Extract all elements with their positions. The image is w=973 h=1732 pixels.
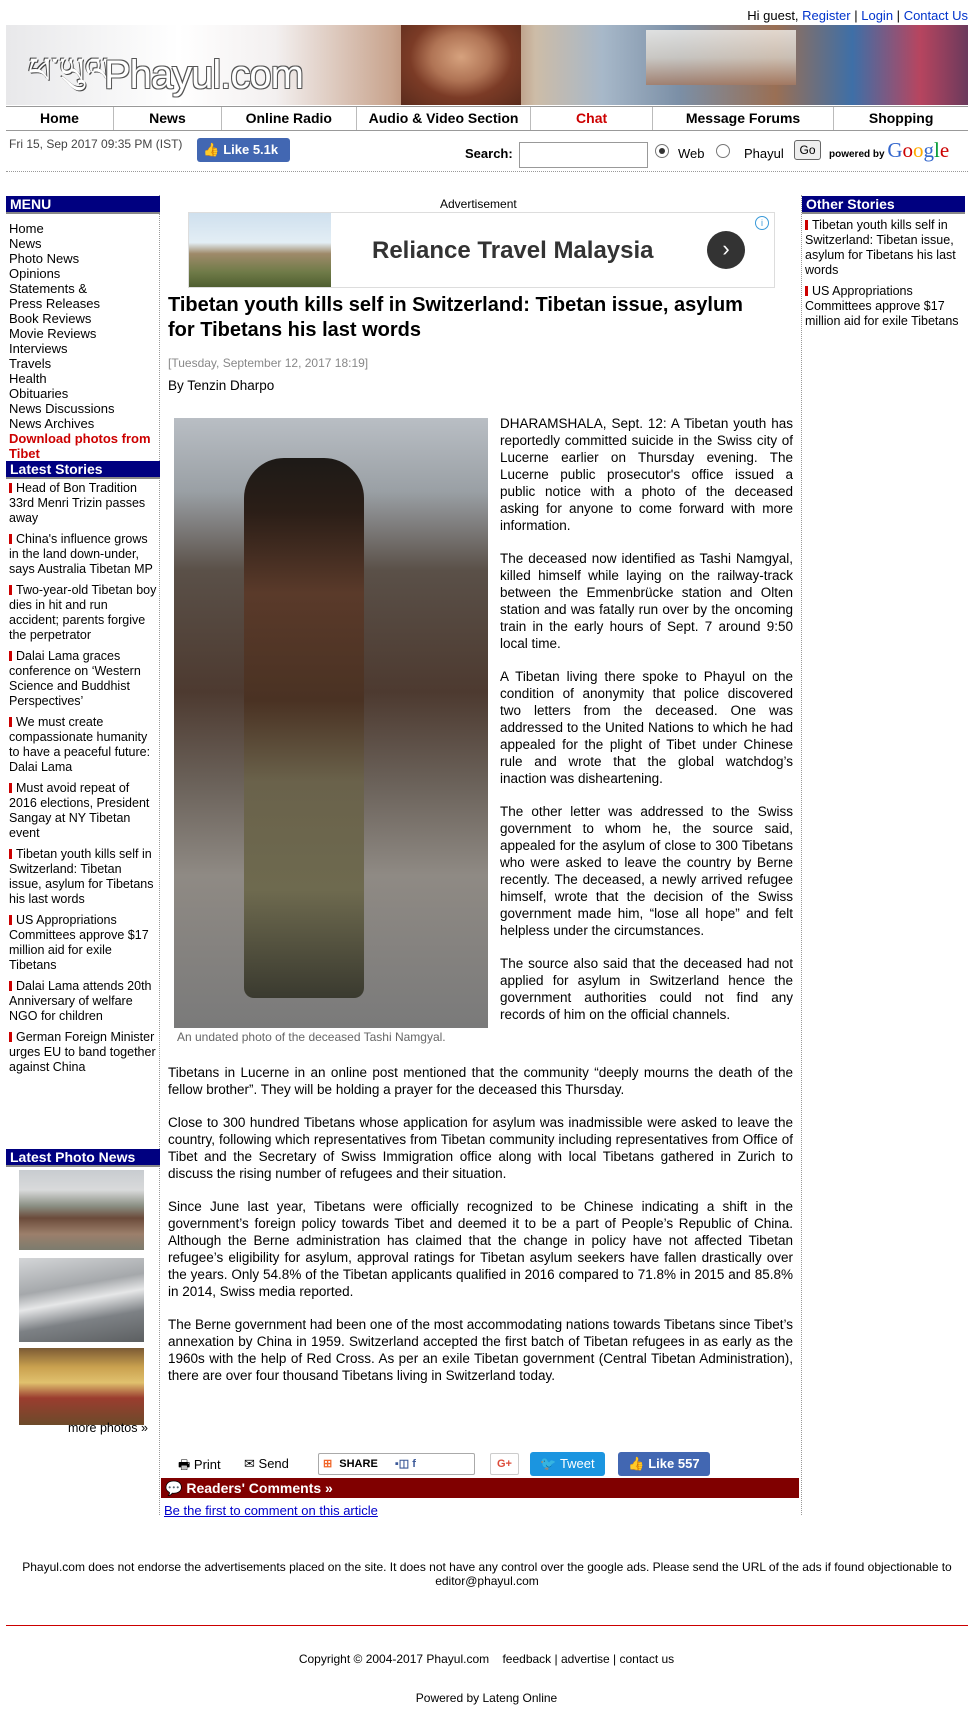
- google-plus-button[interactable]: G+: [490, 1453, 519, 1475]
- article-paragraph: Since June last year, Tibetans were officially recognized to be Chinese indicating a shift in the government’s foreign policy towards Tibet and deemed it to be a part of People’s Republic of China. Although the Berne administration has claimed that the change in policy have not affected Tibetan refugee’s eligibility for asylum, approval ratings for Tibetan asylum seekers have fallen drastically over the years. Only 54.8% of the Tibetan applicants qualified in 2016 compared to 71.8% in 2015 and 85.8% in 2014, Swiss media reported.: [168, 1199, 793, 1299]
- article-dateline: [Tuesday, September 12, 2017 18:19]: [168, 356, 369, 370]
- other-stories-list: [805, 218, 963, 335]
- like-label: Like: [648, 1456, 675, 1471]
- current-date: Fri 15, Sep 2017 09:35 PM (IST): [9, 137, 183, 151]
- tibetan-logo: ཕ་ཡུལ: [28, 51, 111, 92]
- google-logo: Google: [887, 138, 950, 162]
- user-links: [747, 8, 968, 23]
- ad-image: [189, 213, 331, 287]
- comment-bubble-icon: 💬: [165, 1480, 183, 1496]
- right-column-divider: [801, 195, 802, 1515]
- article-paragraph: The source also said that the deceased had not applied for asylum in Switzerland hence the government authorities could not find any records of him on the official channels.: [500, 956, 793, 1022]
- menu-item-statements[interactable]: Statements &: [9, 281, 88, 296]
- banner-photo-dalai-lama: [401, 25, 521, 105]
- tweet-label: Tweet: [559, 1456, 595, 1471]
- tweet-button[interactable]: [530, 1452, 605, 1476]
- latest-story-link[interactable]: Dalai Lama graces conference on ‘Western Science and Buddhist Perspectives’: [9, 649, 157, 709]
- main-nav: [6, 106, 968, 131]
- contact-us-link[interactable]: contact us: [619, 1652, 675, 1666]
- share-label: SHARE: [339, 1458, 378, 1470]
- share-toolbar: [178, 1452, 718, 1478]
- nav-online-radio[interactable]: Online Radio: [222, 107, 357, 130]
- search-label: Search:: [465, 146, 513, 161]
- other-stories-heading: Other Stories: [802, 196, 965, 214]
- send-button[interactable]: [244, 1456, 289, 1472]
- advertisement-label: Advertisement: [440, 197, 517, 211]
- advertise-link[interactable]: advertise: [560, 1652, 610, 1666]
- site-banner[interactable]: [6, 25, 968, 105]
- radio-web-label: Web: [678, 146, 705, 161]
- menu-item-download-photos[interactable]: Download photos from Tibet: [9, 431, 151, 461]
- greeting-text: Hi guest,: [747, 8, 799, 23]
- feedback-link[interactable]: feedback: [502, 1652, 552, 1666]
- radio-web[interactable]: [655, 144, 669, 158]
- print-button[interactable]: [178, 1456, 221, 1478]
- article-byline: By Tenzin Dharpo: [168, 378, 275, 393]
- plus-icon: ⊞: [323, 1458, 333, 1470]
- thumbs-up-icon: 👍: [628, 1456, 645, 1471]
- article-paragraph: Tibetans in Lucerne in an online post mentioned that the community “deeply mourns the death of the fellow brother”. They will be holding a prayer for the deceased this Thursday.: [168, 1065, 793, 1097]
- advertisement-banner[interactable]: [188, 212, 775, 288]
- readers-comments-title[interactable]: Readers' Comments »: [186, 1480, 333, 1496]
- article-body-full: [168, 1064, 793, 1400]
- first-comment-link[interactable]: Be the first to comment on this article: [164, 1503, 378, 1518]
- latest-story-link[interactable]: Must avoid repeat of 2016 elections, President Sangay at NY Tibetan event: [9, 781, 157, 841]
- latest-story-link[interactable]: We must create compassionate humanity to have a peaceful future: Dalai Lama: [9, 715, 157, 775]
- menu-item-interviews[interactable]: Interviews: [9, 341, 68, 356]
- latest-story-link[interactable]: China's influence grows in the land down-under, says Australia Tibetan MP: [9, 532, 157, 577]
- left-column-divider: [159, 195, 160, 1515]
- latest-story-link[interactable]: Dalai Lama attends 20th Anniversary of welfare NGO for children: [9, 979, 157, 1024]
- send-label: Send: [258, 1456, 289, 1471]
- menu-item-book-reviews[interactable]: Book Reviews: [9, 311, 92, 326]
- banner-photo-potala: [646, 30, 796, 85]
- printer-icon: 🖶: [178, 1457, 191, 1472]
- article-paragraph: The deceased now identified as Tashi Namgyal, killed himself while laying on the railway-track between the Emmenbrücke station and Olten station and was fatally run over by the oncoming train in the early hours of Sept. 7 around 9:50 local time.: [500, 551, 793, 651]
- ads-disclaimer: Phayul.com does not endorse the advertisements placed on the site. It does not have any control over the google ads. Please send the URL of the ads if found objectionable to editor@phayul.com: [22, 1560, 952, 1588]
- social-icons: ▪◫ f: [394, 1458, 416, 1470]
- nav-news[interactable]: News: [114, 107, 222, 130]
- photo-news-heading: Latest Photo News: [6, 1149, 160, 1167]
- print-label: Print: [193, 1457, 221, 1472]
- menu-item-news-discussions[interactable]: News Discussions: [9, 401, 115, 416]
- like-count: 557: [677, 1456, 700, 1471]
- nav-shopping[interactable]: Shopping: [868, 110, 934, 126]
- menu-item-travels[interactable]: Travels: [9, 356, 52, 371]
- separator: |: [854, 8, 858, 23]
- ad-info-icon[interactable]: i: [755, 216, 769, 230]
- nav-message-forums[interactable]: Message Forums: [653, 107, 835, 130]
- footer-divider: [6, 1625, 968, 1626]
- article-photo: [174, 418, 488, 1028]
- menu-item-health[interactable]: Health: [9, 371, 47, 386]
- article-paragraph: The Berne government had been one of the most accommodating nations towards Tibetans since Tibet’s annexation by China in 1959. Switzerland accepted the first batch of Tibetan refugees in as early as the 1960s with the help of Red Cross. As per an exile Tibetan government (Central Tibetan Administration), there are over four thousand Tibetans living in Switzerland today.: [168, 1317, 793, 1383]
- latest-stories-heading: Latest Stories: [6, 461, 160, 479]
- photo-news-thumbnail[interactable]: [19, 1258, 144, 1342]
- article-paragraph: A Tibetan living there spoke to Phayul on the condition of anonymity that police discovered two letters from the deceased. One was addressed to the United Nations to which he had appealed for the plight of Tibet under Chinese rule and wrote that the global watchdog’s inaction was disheartening.: [500, 669, 793, 786]
- latest-stories-list: [9, 481, 157, 1081]
- powered-by-text: powered by: [829, 149, 885, 160]
- article-paragraph: DHARAMSHALA, Sept. 12: A Tibetan youth has reportedly committed suicide in the Swiss city of Lucerne earlier on Thursday evening. The Lucerne public prosecutor's office issued a public notice with a photo of the deceased asking for anyone to come forward with more information.: [500, 416, 793, 533]
- ad-title[interactable]: Reliance Travel Malaysia: [372, 237, 654, 264]
- article-photo-subject: [244, 458, 364, 998]
- powered-by-google: [829, 138, 949, 163]
- photo-caption: An undated photo of the deceased Tashi Namgyal.: [177, 1030, 446, 1044]
- nav-audio-video[interactable]: Audio & Video Section: [357, 107, 532, 130]
- envelope-icon: ✉: [244, 1456, 255, 1471]
- menu-item-news[interactable]: News: [9, 236, 42, 251]
- menu-item-home[interactable]: Home: [9, 221, 44, 236]
- search-go-button[interactable]: Go: [794, 140, 821, 160]
- nav-chat[interactable]: Chat: [531, 107, 652, 130]
- readers-comments-header: [161, 1478, 799, 1498]
- article-paragraph: Close to 300 hundred Tibetans whose application for asylum was inadmissible were asked to leave the country, following which representatives from Tibetan community including representatives from Office of Tibet and the Secretary of Swiss Immigration office along with local Tibetans gathered in Zurich to discuss the rising number of refugees and their situation.: [168, 1115, 793, 1181]
- radio-phayul[interactable]: [716, 144, 730, 158]
- chevron-right-icon[interactable]: ›: [707, 231, 745, 269]
- site-logo[interactable]: Phayul.com: [104, 53, 303, 97]
- copyright-line: Copyright © 2004-2017 Phayul.com feedback | advertise | contact us: [298, 1652, 675, 1666]
- facebook-like-button[interactable]: [618, 1452, 710, 1476]
- menu-item-opinions[interactable]: Opinions: [9, 266, 61, 281]
- like-label: Like: [223, 142, 250, 157]
- register-link[interactable]: Register: [802, 8, 851, 23]
- separator: |: [896, 8, 901, 23]
- thumbs-up-icon: 👍: [203, 142, 220, 157]
- header-divider: [6, 171, 968, 172]
- menu-item-movie-reviews[interactable]: Movie Reviews: [9, 326, 97, 341]
- menu-item-press-releases[interactable]: Press Releases: [9, 296, 101, 311]
- menu-item-obituaries[interactable]: Obituaries: [9, 386, 69, 401]
- article-headline: Tibetan youth kills self in Switzerland: Tibetan issue, asylum for Tibetans his last words: [168, 294, 743, 341]
- radio-phayul-label: Phayul: [744, 146, 784, 161]
- search-input[interactable]: [519, 142, 648, 168]
- article-body-side: [500, 415, 793, 1039]
- latest-story-link[interactable]: Two-year-old Tibetan boy dies in hit and run accident; parents forgive the perpetrator: [9, 583, 157, 642]
- nav-home[interactable]: Home: [6, 107, 114, 130]
- latest-story-link[interactable]: German Foreign Minister urges EU to band together against China: [9, 1030, 156, 1074]
- photo-news-thumbnail[interactable]: [19, 1348, 144, 1425]
- login-link[interactable]: Login: [861, 8, 894, 23]
- other-story-link[interactable]: US Appropriations Committees approve $17 million aid for exile Tibetans: [805, 284, 963, 329]
- latest-story-link[interactable]: Tibetan youth kills self in Switzerland: Tibetan issue, asylum for Tibetans his last words: [9, 847, 157, 907]
- more-photos-link[interactable]: more photos »: [68, 1421, 148, 1435]
- latest-story-link[interactable]: US Appropriations Committees approve $17 million aid for exile Tibetans: [9, 913, 157, 973]
- latest-story-link[interactable]: Head of Bon Tradition 33rd Menri Trizin passes away: [9, 481, 157, 526]
- menu-item-news-archives[interactable]: News Archives: [9, 416, 95, 431]
- powered-by-text: Powered by Lateng Online: [415, 1691, 558, 1705]
- photo-news-thumbnail[interactable]: [19, 1170, 144, 1250]
- twitter-bird-icon: 🐦: [540, 1456, 557, 1471]
- menu-item-photo-news[interactable]: Photo News: [9, 251, 80, 266]
- contact-us-link[interactable]: Contact Us: [903, 8, 968, 23]
- copyright-text: Copyright © 2004-2017 Phayul.com: [298, 1652, 490, 1666]
- menu-heading: MENU: [6, 196, 160, 214]
- menu-list: [9, 221, 159, 461]
- like-count: 5.1k: [252, 142, 279, 157]
- other-story-link[interactable]: Tibetan youth kills self in Switzerland: Tibetan issue, asylum for Tibetans his last words: [805, 218, 963, 278]
- addthis-share-button[interactable]: [318, 1453, 475, 1475]
- facebook-like-button[interactable]: [197, 138, 290, 162]
- article-paragraph: The other letter was addressed to the Swiss government to whom he, the source said, appealed for the asylum of close to 300 Tibetans who were asked to leave the country by Berne recently. The deceased, a newly arrived refugee himself, wrote that the decision of the Swiss government made him, “lose all hope” and felt helpless under the circumstances.: [500, 804, 793, 938]
